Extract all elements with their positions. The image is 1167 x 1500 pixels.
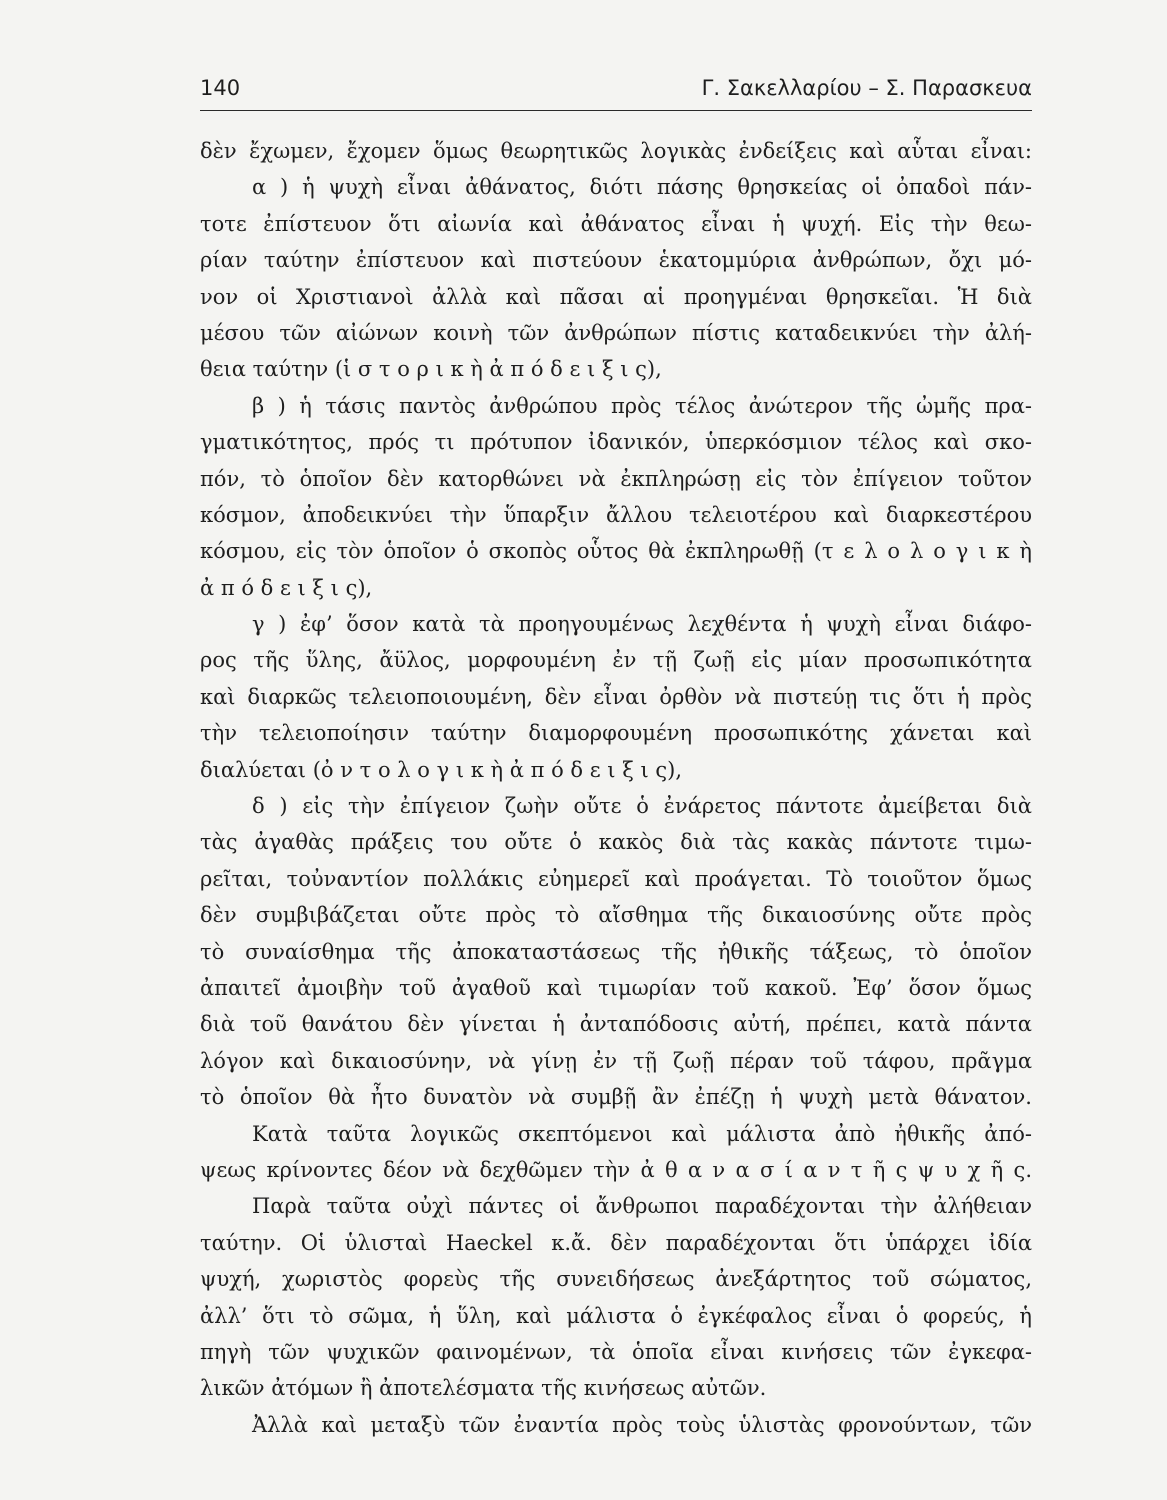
- text-line: τὸ ὁποῖον θὰ ἦτο δυνατὸν νὰ συμβῇ ἂν ἐπέζῃ ἡ ψυχὴ μετὰ θάνατον.: [200, 1085, 1032, 1110]
- text-line: καὶ διαρκῶς τελειοποιουμένη, δὲν εἶναι ὀρθὸν νὰ πιστεύῃ τις ὅτι ἡ πρὸς: [200, 684, 1032, 709]
- text-line: νον οἱ Χριστιανοὶ ἀλλὰ καὶ πᾶσαι αἱ προηγμέναι θρησκεῖαι. Ἡ διὰ: [200, 284, 1032, 309]
- text-line: β ) ἡ τάσις παντὸς ἀνθρώπου πρὸς τέλος ἀνώτερον τῆς ὠμῆς πρα-: [252, 393, 1032, 418]
- text-line: Ἀλλὰ καὶ μεταξὺ τῶν ἐναντία πρὸς τοὺς ὑλιστὰς φρονούντων, τῶν: [252, 1412, 1032, 1437]
- text-line: ἀ π ό δ ε ι ξ ι ς),: [200, 575, 373, 600]
- text-line: γματικότητος, πρός τι πρότυπον ἰδανικόν, ὑπερκόσμιον τέλος καὶ σκο-: [200, 430, 1032, 455]
- text-line: τὸ συναίσθημα τῆς ἀποκαταστάσεως τῆς ἠθικῆς τάξεως, τὸ ὁποῖον: [200, 939, 1032, 964]
- text-line: Παρὰ ταῦτα οὐχὶ πάντες οἱ ἄνθρωποι παραδέχονται τὴν ἀλήθειαν: [252, 1194, 1032, 1219]
- text-line: πηγὴ τῶν ψυχικῶν φαινομένων, τὰ ὁποῖα εἶναι κινήσεις τῶν ἐγκεφα-: [200, 1339, 1032, 1364]
- text-line: τὴν τελειοποίησιν ταύτην διαμορφουμένη προσωπικότης χάνεται καὶ: [200, 721, 1032, 746]
- text-line: διαλύεται (ὀ ν τ ο λ ο γ ι κ ὴ ἀ π ό δ ε ι ξ ι ς),: [200, 757, 682, 782]
- text-line: ρος τῆς ὕλης, ἄϋλος, μορφουμένη ἐν τῇ ζωῇ εἰς μίαν προσωπικότητα: [200, 648, 1032, 673]
- text-line: ρεῖται, τοὐναντίον πολλάκις εὐημερεῖ καὶ προάγεται. Τὸ τοιοῦτον ὅμως: [200, 866, 1032, 891]
- text-line: δ ) εἰς τὴν ἐπίγειον ζωὴν οὔτε ὁ ἐνάρετος πάντοτε ἀμείβεται διὰ: [252, 794, 1032, 819]
- body-text: [200, 133, 1032, 1443]
- text-line: δὲν ἔχωμεν, ἔχομεν ὅμως θεωρητικῶς λογικὰς ἐνδείξεις καὶ αὗται εἶναι:: [200, 139, 1032, 163]
- text-line: θεια ταύτην (ἱ σ τ ο ρ ι κ ὴ ἀ π ό δ ε ι ξ ι ς),: [200, 357, 662, 382]
- text-line: α ) ἡ ψυχὴ εἶναι ἀθάνατος, διότι πάσης θρησκείας οἱ ὀπαδοὶ πάν-: [252, 175, 1032, 200]
- text-line: κόσμον, ἀποδεικνύει τὴν ὕπαρξιν ἄλλου τελειοτέρου καὶ διαρκεστέρου: [200, 502, 1032, 527]
- text-line: τὰς ἀγαθὰς πράξεις του οὔτε ὁ κακὸς διὰ τὰς κακὰς πάντοτε τιμω-: [200, 830, 1032, 855]
- text-line: ταύτην. Οἱ ὑλισταὶ Haeckel κ.ἄ. δὲν παραδέχονται ὅτι ὑπάρχει ἰδία: [200, 1230, 1032, 1255]
- text-line: ψυχή, χωριστὸς φορεὺς τῆς συνειδήσεως ἀνεξάρτητος τοῦ σώματος,: [200, 1267, 1032, 1292]
- text-line: κόσμου, εἰς τὸν ὁποῖον ὁ σκοπὸς οὗτος θὰ ἐκπληρωθῇ (τ ε λ ο λ ο γ ι κ ὴ: [200, 539, 1032, 564]
- page: [200, 70, 1032, 1443]
- running-title: Γ. Σακελλαρίου – Σ. Παρασκευα: [701, 76, 1032, 100]
- text-line: μέσου τῶν αἰώνων κοινὴ τῶν ἀνθρώπων πίστις καταδεικνύει τὴν ἀλή-: [200, 320, 1032, 345]
- text-line: ψεως κρίνοντες δέον νὰ δεχθῶμεν τὴν ἀ θ α ν α σ ί α ν τ ῆ ς ψ υ χ ῆ ς.: [200, 1157, 1032, 1182]
- running-head: [200, 70, 1032, 111]
- text-line: ἀπαιτεῖ ἀμοιβὴν τοῦ ἀγαθοῦ καὶ τιμωρίαν τοῦ κακοῦ. Ἐφ’ ὅσον ὅμως: [200, 975, 1032, 1000]
- text-line: Κατὰ ταῦτα λογικῶς σκεπτόμενοι καὶ μάλιστα ἀπὸ ἠθικῆς ἀπό-: [252, 1121, 1032, 1146]
- text-line: ρίαν ταύτην ἐπίστευον καὶ πιστεύουν ἑκατομμύρια ἀνθρώπων, ὄχι μό-: [200, 248, 1032, 273]
- page-number: 140: [200, 76, 241, 100]
- text-line: λόγον καὶ δικαιοσύνην, νὰ γίνῃ ἐν τῇ ζωῇ πέραν τοῦ τάφου, πρᾶγμα: [200, 1048, 1032, 1073]
- text-line: λικῶν ἀτόμων ἢ ἀποτελέσματα τῆς κινήσεως αὐτῶν.: [200, 1376, 767, 1401]
- text-line: γ ) ἐφ’ ὅσον κατὰ τὰ προηγουμένως λεχθέντα ἡ ψυχὴ εἶναι διάφο-: [252, 612, 1032, 637]
- text-line: τοτε ἐπίστευον ὅτι αἰωνία καὶ ἀθάνατος εἶναι ἡ ψυχή. Εἰς τὴν θεω-: [200, 211, 1032, 236]
- text-line: δὲν συμβιβάζεται οὔτε πρὸς τὸ αἴσθημα τῆς δικαιοσύνης οὔτε πρὸς: [200, 903, 1032, 928]
- text-line: ἀλλ’ ὅτι τὸ σῶμα, ἡ ὕλη, καὶ μάλιστα ὁ ἐγκέφαλος εἶναι ὁ φορεύς, ἡ: [200, 1303, 1032, 1328]
- text-line: πόν, τὸ ὁποῖον δὲν κατορθώνει νὰ ἐκπληρώσῃ εἰς τὸν ἐπίγειον τοῦτον: [200, 466, 1032, 491]
- text-line: διὰ τοῦ θανάτου δὲν γίνεται ἡ ἀνταπόδοσις αὐτή, πρέπει, κατὰ πάντα: [200, 1012, 1032, 1037]
